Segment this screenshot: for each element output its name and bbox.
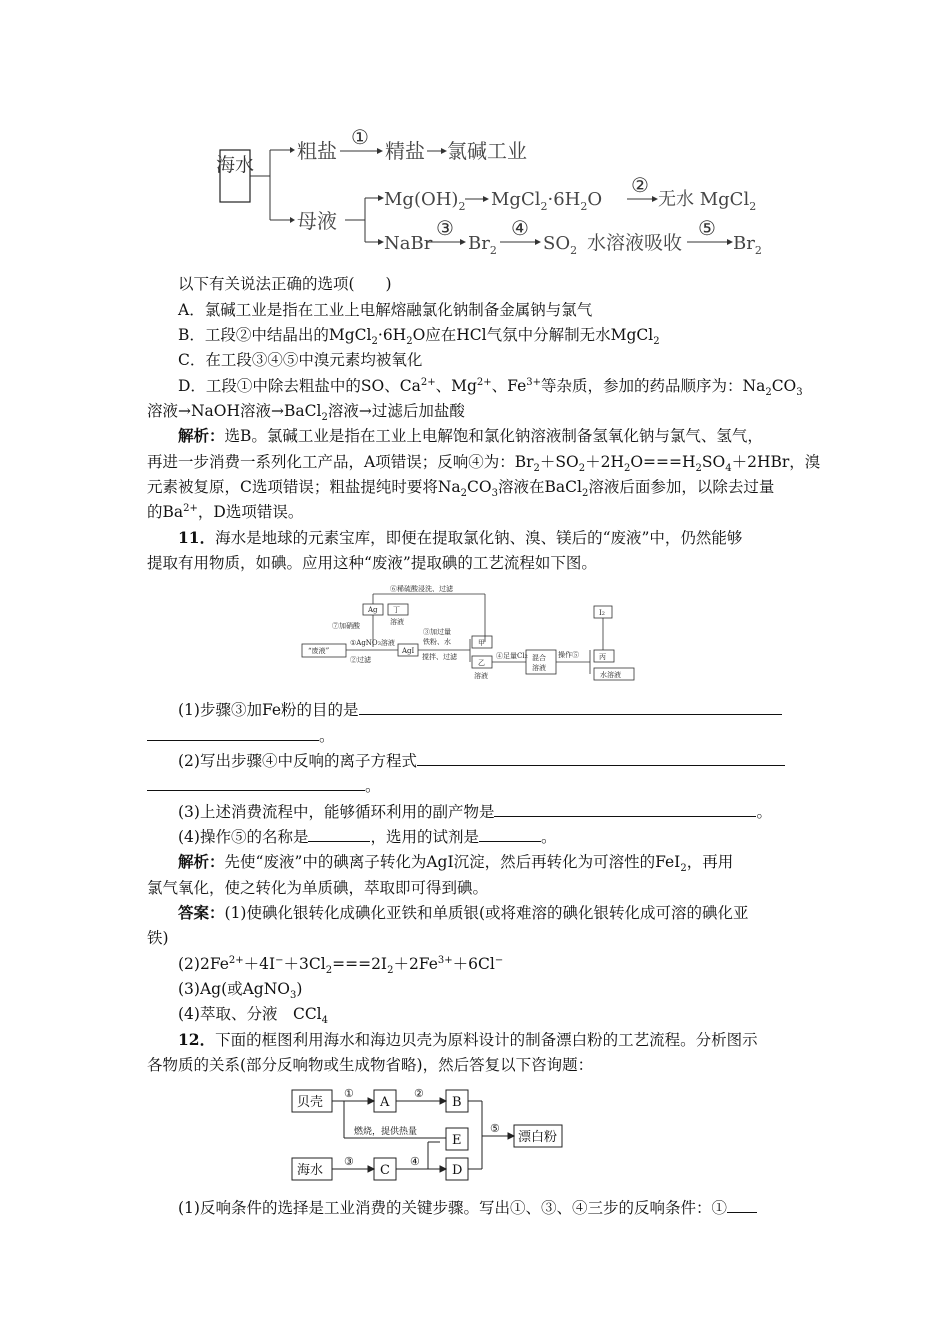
step4-label: ④	[511, 216, 529, 240]
q11-part4-blank-2[interactable]	[479, 827, 541, 842]
svg-text:②: ②	[414, 1087, 424, 1100]
q11-part4: (4)操作⑤的名称是 ，选用的试剂是 。	[178, 828, 557, 846]
q10-stem: 以下有关说法正确的选项( )	[178, 275, 392, 293]
svg-text:漂白粉: 漂白粉	[518, 1130, 558, 1145]
q12-part1: (1)反响条件的选择是工业消费的关键步骤。写出①、③、④三步的反响条件：①	[178, 1198, 757, 1218]
svg-text:Ag: Ag	[368, 606, 378, 614]
step1-label: ①	[351, 125, 369, 149]
svg-text:⑦加硝酸: ⑦加硝酸	[332, 622, 360, 630]
br2-label: $Br_2$	[468, 233, 497, 257]
seawater-label: 海水	[215, 154, 255, 176]
q11-part2-blank[interactable]	[417, 751, 785, 766]
svg-text:B: B	[452, 1095, 462, 1110]
svg-text:燃烧，提供热量: 燃烧，提供热量	[354, 1127, 418, 1137]
svg-text:“废液”: “废液”	[308, 647, 330, 655]
svg-text:甲: 甲	[478, 639, 485, 647]
bleaching-powder-flow-diagram	[288, 1086, 588, 1186]
svg-text:I2: I2	[599, 609, 605, 617]
q10-explanation-2: 再进一步消费一系列化工产品，A项错误；反响④为：$Br_2+SO_2+2H_2O===H_2SO_4+2HBr$，溴	[147, 453, 821, 475]
svg-text:海水: 海水	[297, 1163, 324, 1178]
q11-explanation-2: 氯气氧化，使之转化为单质碘，萃取即可得到碘。	[147, 879, 489, 897]
svg-text:③加过量: ③加过量	[423, 628, 451, 636]
svg-text:贝壳: 贝壳	[297, 1095, 324, 1110]
svg-text:丁: 丁	[393, 606, 400, 614]
q11-part3-blank[interactable]	[494, 802, 756, 817]
q11-part1-cont: 。	[147, 726, 335, 746]
svg-text:④: ④	[410, 1155, 420, 1168]
q10-explanation-1: 解析：选B。氯碱工业是指在工业上电解饱和氯化钠溶液制备氢氧化钠与氯气、氢气，	[178, 426, 763, 445]
svg-text:溶液: 溶液	[532, 664, 546, 672]
crude-salt-label: 粗盐	[297, 139, 337, 163]
step5-label: ⑤	[698, 216, 716, 240]
br2-final-label: $Br_2$	[733, 233, 762, 257]
seawater-flow-diagram	[215, 120, 775, 270]
svg-text:溶液: 溶液	[474, 672, 488, 680]
q10-option-d-cont: 溶液→NaOH溶液→BaCl$_2$溶液→过滤后加盐酸	[147, 402, 465, 424]
svg-text:④足量Cl2: ④足量Cl2	[496, 652, 528, 660]
anhydrous-mgcl2-label: 无水 MgCl$_2$	[658, 189, 757, 213]
q11-part4-blank-1[interactable]	[308, 827, 370, 842]
svg-text:⑥稀硫酸浸洗、过滤: ⑥稀硫酸浸洗、过滤	[390, 585, 453, 593]
q10-option-a[interactable]: A．氯碱工业是指在工业上电解熔融氯化钠制备金属钠与氯气	[178, 301, 593, 319]
q11-answer-1-cont: 铁)	[147, 929, 169, 947]
svg-text:铁粉、水: 铁粉、水	[423, 638, 451, 646]
q11-part2-blank-2[interactable]	[147, 776, 365, 791]
step2-label: ②	[631, 173, 649, 197]
svg-text:搅拌、过滤: 搅拌、过滤	[422, 653, 457, 661]
iodine-extraction-flow-diagram	[300, 582, 640, 690]
nabr-label: NaBr	[384, 233, 433, 254]
chlor-alkali-label: 氯碱工业	[447, 139, 527, 163]
q11-answer-4: (4)萃取、分液 CCl$_4$	[178, 1005, 329, 1027]
svg-text:水溶液: 水溶液	[600, 671, 621, 679]
svg-text:E: E	[452, 1133, 462, 1148]
svg-text:操作⑤: 操作⑤	[558, 651, 579, 659]
q11-stem-2: 提取有用物质，如碘。应用这种“废液”提取碘的工艺流程如下图。	[147, 554, 597, 572]
q10-explanation-4: 的$Ba^{2+}$，D选项错误。	[147, 502, 304, 521]
svg-text:丙: 丙	[599, 653, 606, 661]
svg-text:A: A	[380, 1095, 390, 1110]
q10-option-d[interactable]: D．工段①中除去粗盐中的SO、$Ca^{2+}$、$Mg^{2+}$、$Fe^{3+}$等杂质，参加的药品顺序为：$Na_2CO_3$	[178, 376, 803, 399]
q11-answer-3: (3)Ag(或AgNO$_3$)	[178, 980, 303, 1002]
svg-text:AgI: AgI	[402, 647, 415, 655]
mgcl2-hydrate-label: $MgCl_2\cdot 6H_2O$	[491, 189, 603, 213]
step3-label: ③	[436, 216, 454, 240]
absorb-label: 水溶液吸收	[587, 232, 683, 254]
q11-answer-2: $(2)2Fe^{2+}+4I^-+3Cl_2===2I_2+2Fe^{3+}+6Cl^-$	[178, 954, 504, 977]
q11-stem-1: 11．海水是地球的元素宝库，即便在提取氯化钠、溴、镁后的“废液”中，仍然能够	[178, 528, 743, 547]
svg-text:⑤: ⑤	[490, 1122, 500, 1135]
mgoh2-label: $Mg(OH)_2$	[384, 189, 466, 213]
q11-part1-blank-2[interactable]	[147, 726, 319, 741]
svg-text:①AgNO3溶液: ①AgNO3溶液	[350, 639, 395, 647]
q11-part1-blank[interactable]	[359, 700, 782, 715]
q11-part2-cont: 。	[147, 776, 381, 796]
svg-text:②过滤: ②过滤	[350, 656, 371, 664]
so2-label: $SO_2$	[543, 233, 578, 257]
svg-text:乙: 乙	[478, 659, 485, 667]
q10-explanation-3: 元素被复原，C选项错误；粗盐提纯时要将$Na_2CO_3$溶液在BaCl$_2$溶液后面参加，以除去过量	[147, 478, 775, 500]
mother-liquor-label: 母液	[297, 209, 337, 233]
q11-part1: (1)步骤③加Fe粉的目的是	[178, 700, 782, 720]
svg-text:③: ③	[344, 1155, 354, 1168]
q11-part2: (2)写出步骤④中反响的离子方程式	[178, 751, 785, 771]
refined-salt-label: 精盐	[385, 139, 425, 163]
svg-text:混合: 混合	[532, 654, 546, 662]
q10-option-c[interactable]: C．在工段③④⑤中溴元素均被氧化	[178, 351, 423, 369]
q11-answer-1: 答案：(1)使碘化银转化成碘化亚铁和单质银(或将难溶的碘化银转化成可溶的碘化亚	[178, 903, 749, 922]
svg-text:C: C	[380, 1163, 390, 1178]
q11-explanation-1: 解析：先使“废液”中的碘离子转化为AgI沉淀，然后再转化为可溶性的FeI$_2$，再用	[178, 852, 734, 875]
q12-stem-2: 各物质的关系(部分反响物或生成物省略)，然后答复以下咨询题：	[147, 1056, 594, 1074]
q12-stem-1: 12．下面的框图利用海水和海边贝壳为原料设计的制备漂白粉的工艺流程。分析图示	[178, 1030, 758, 1049]
svg-text:D: D	[452, 1163, 463, 1178]
q10-option-b[interactable]: B．工段②中结晶出的$MgCl_2\cdot 6H_2O$应在HCl气氛中分解制无水MgCl$_2$	[178, 326, 660, 348]
svg-text:①: ①	[344, 1087, 354, 1100]
svg-text:溶液: 溶液	[390, 618, 404, 626]
q11-part3: (3)上述消费流程中，能够循环利用的副产物是 。	[178, 803, 772, 821]
q12-part1-blank[interactable]	[727, 1198, 757, 1213]
